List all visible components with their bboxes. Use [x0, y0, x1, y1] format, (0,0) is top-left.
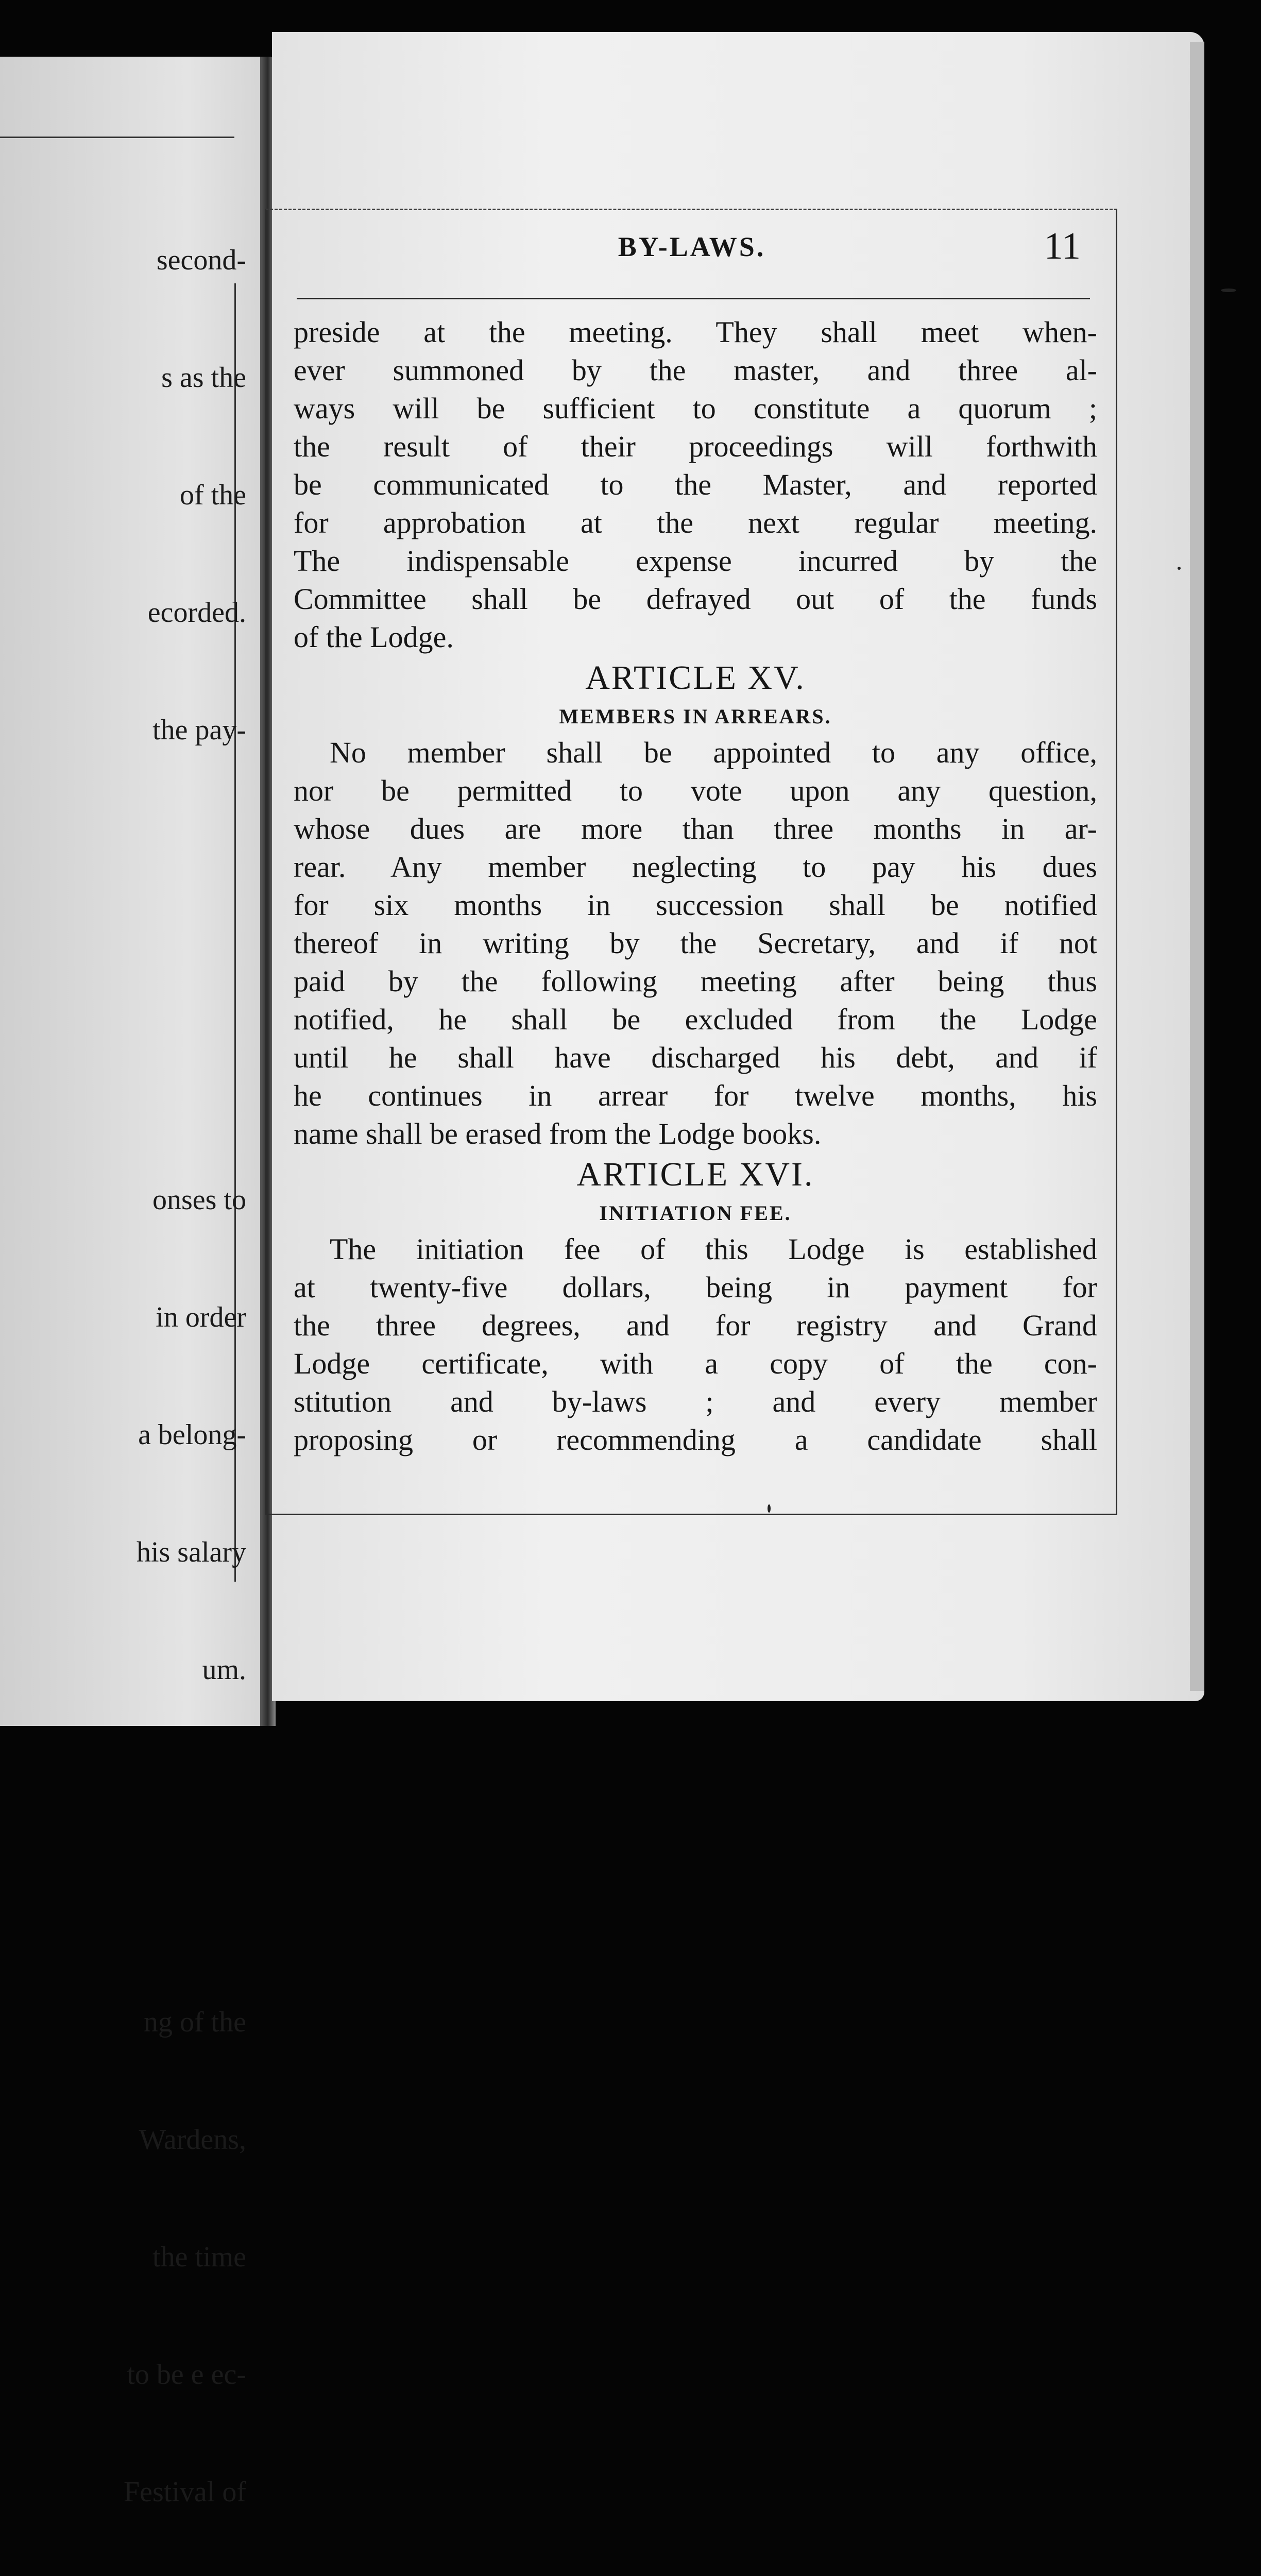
facing-page-rule	[0, 137, 234, 138]
facing-page-text	[50, 162, 246, 2576]
article-15-subtitle: MEMBERS IN ARREARS.	[559, 705, 832, 728]
text-line: proposing or recommending a candidate shall	[294, 1423, 1097, 1456]
facing-line: ecorded.	[147, 597, 246, 629]
print-speck	[768, 1504, 771, 1513]
facing-line	[50, 945, 246, 985]
facing-line: a belong-	[138, 1419, 246, 1451]
text-line: Lodge certificate, with a copy of the con-	[294, 1347, 1097, 1380]
header-rule	[297, 298, 1090, 299]
text-line: No member shall be appointed to any office,	[330, 736, 1097, 769]
text-line: nor be permitted to vote upon any question,	[294, 774, 1097, 807]
running-head: BY-LAWS.	[618, 231, 766, 262]
text-line: be communicated to the Master, and reported	[294, 468, 1097, 501]
facing-line: Wardens,	[139, 2124, 246, 2156]
text-frame	[265, 209, 1117, 1515]
text-line: for approbation at the next regular meeting.	[294, 506, 1097, 539]
article-16-title: ARTICLE XVI.	[576, 1156, 814, 1193]
page-body	[294, 313, 1097, 1459]
facing-line	[50, 1768, 246, 1807]
text-line: he continues in arrear for twelve months, his	[294, 1079, 1097, 1112]
facing-line: second-	[156, 244, 246, 276]
facing-line: the pay-	[152, 714, 246, 746]
facing-page	[0, 57, 268, 2508]
facing-line	[50, 1885, 246, 1924]
text-line: paid by the following meeting after being thus	[294, 964, 1097, 998]
print-speck	[1221, 289, 1236, 292]
page-edge	[1190, 42, 1204, 1691]
page-number: 11	[1044, 225, 1081, 267]
text-line: stitution and by-laws ; and every member	[294, 1385, 1097, 1418]
text-line: the result of their proceedings will forthwith	[294, 430, 1097, 463]
text-line: name shall be erased from the Lodge books.	[294, 1117, 822, 1150]
facing-line	[50, 1063, 246, 1102]
facing-line: ng of the	[143, 2006, 246, 2038]
print-speck	[1178, 567, 1181, 570]
facing-line: of the	[179, 479, 246, 511]
text-line: at twenty-five dollars, being in payment for	[294, 1270, 1097, 1304]
text-line: whose dues are more than three months in ar-	[294, 812, 1097, 845]
facing-line	[50, 828, 246, 867]
text-line: Committee shall be defrayed out of the funds	[294, 582, 1097, 616]
text-line: The initiation fee of this Lodge is established	[330, 1232, 1097, 1266]
page-header	[303, 225, 1081, 282]
article-15-title: ARTICLE XV.	[585, 659, 806, 697]
text-line: notified, he shall be excluded from the Lodge	[294, 1003, 1097, 1036]
text-line: preside at the meeting. They shall meet when-	[294, 315, 1097, 349]
text-line: rear. Any member neglecting to pay his dues	[294, 850, 1097, 884]
facing-line: in order	[156, 1301, 246, 1333]
text-line: ever summoned by the master, and three al-	[294, 353, 1097, 387]
facing-line: s as the	[161, 362, 246, 394]
text-line: The indispensable expense incurred by the	[294, 544, 1097, 578]
facing-line: his salary	[136, 1536, 246, 1568]
facing-line: onses to	[152, 1184, 246, 1216]
text-line: of the Lodge.	[294, 620, 454, 654]
facing-line: Festival of	[124, 2476, 246, 2508]
facing-line: the time	[152, 2241, 246, 2273]
article-16-subtitle: INITIATION FEE.	[599, 1201, 792, 1225]
text-line: the three degrees, and for registry and Grand	[294, 1309, 1097, 1342]
text-line: for six months in succession shall be notified	[294, 888, 1097, 922]
facing-line: um.	[202, 1654, 246, 1686]
text-line: thereof in writing by the Secretary, and if not	[294, 926, 1097, 960]
facing-line: to be e ec-	[127, 2359, 246, 2391]
text-line: ways will be sufficient to constitute a quorum ;	[294, 392, 1097, 425]
text-line: until he shall have discharged his debt, and if	[294, 1041, 1097, 1074]
